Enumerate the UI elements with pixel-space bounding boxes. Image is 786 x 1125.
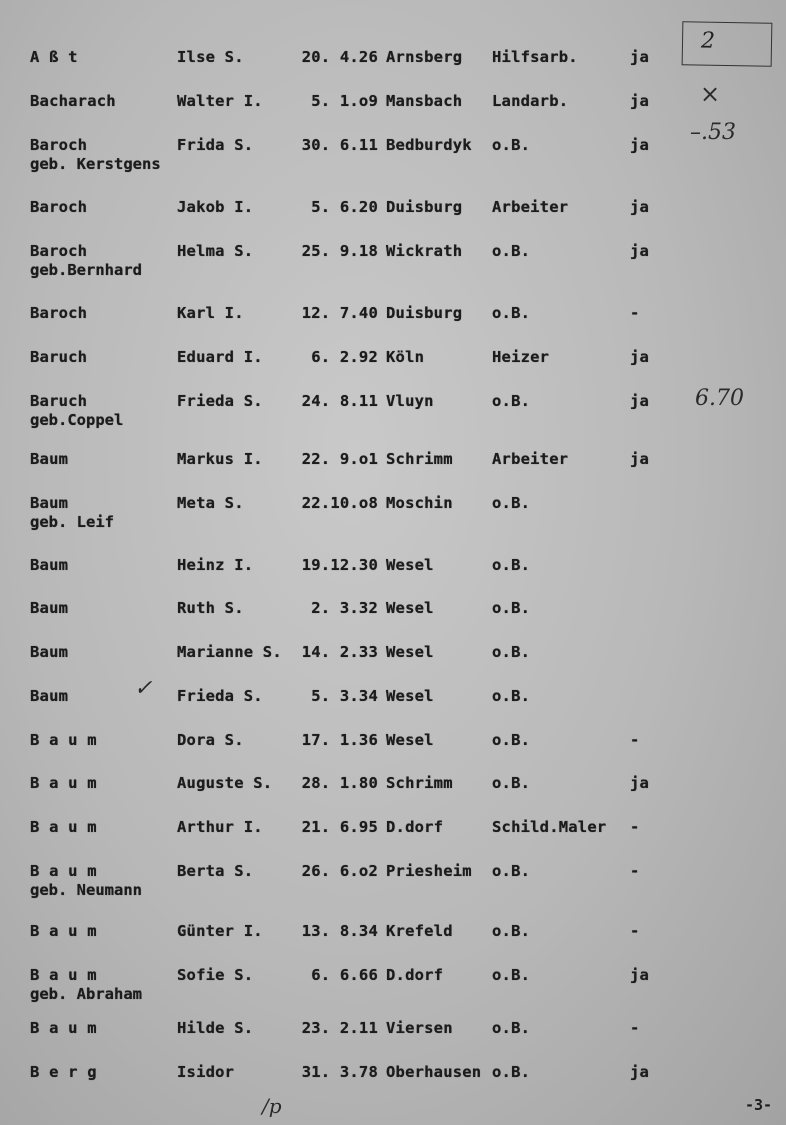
record-row <box>0 599 786 621</box>
status-mark: ja <box>630 774 650 792</box>
surname: Baroch <box>30 136 88 154</box>
surname: B a u m <box>30 922 97 940</box>
handwritten-note-670: 6.70 <box>695 386 744 411</box>
surname: Baum <box>30 687 69 705</box>
first-name: Walter I. <box>177 92 263 110</box>
birth-date: 20. 4.26 <box>301 48 378 66</box>
birth-place: Wesel <box>386 643 434 661</box>
record-row <box>0 92 786 114</box>
occupation: o.B. <box>492 731 531 749</box>
birth-place: Krefeld <box>386 922 453 940</box>
birth-date: 26. 6.o2 <box>301 862 378 880</box>
status-mark: ja <box>630 392 650 410</box>
status-mark: - <box>630 922 640 940</box>
birth-place: Wesel <box>386 731 434 749</box>
birth-place: Wesel <box>386 556 434 574</box>
record-row <box>0 392 786 429</box>
maiden-name: geb. Leif <box>30 513 114 531</box>
record-row <box>0 242 786 279</box>
occupation: Arbeiter <box>492 450 569 468</box>
first-name: Frieda S. <box>177 392 263 410</box>
box-number-text: 2 <box>700 28 716 54</box>
first-name: Isidor <box>177 1063 235 1081</box>
surname: Baum <box>30 643 69 661</box>
status-mark: ja <box>630 1063 650 1081</box>
status-mark: ja <box>630 242 650 260</box>
occupation: o.B. <box>492 1063 531 1081</box>
birth-place: Viersen <box>386 1019 453 1037</box>
occupation: o.B. <box>492 304 531 322</box>
record-row <box>0 450 786 472</box>
birth-place: Vluyn <box>386 392 434 410</box>
birth-date: 12. 7.40 <box>301 304 378 322</box>
occupation: o.B. <box>492 862 531 880</box>
occupation: o.B. <box>492 599 531 617</box>
birth-place: Wickrath <box>386 242 463 260</box>
birth-place: Bedburdyk <box>386 136 472 154</box>
record-row <box>0 731 786 753</box>
occupation: Arbeiter <box>492 198 569 216</box>
handwritten-bottom-mark: /p <box>262 1094 282 1118</box>
occupation: o.B. <box>492 494 531 512</box>
occupation: o.B. <box>492 556 531 574</box>
record-row <box>0 348 786 370</box>
occupation: o.B. <box>492 966 531 984</box>
record-row <box>0 494 786 531</box>
record-row <box>0 198 786 220</box>
occupation: o.B. <box>492 1019 531 1037</box>
record-row <box>0 966 786 1003</box>
first-name: Helma S. <box>177 242 254 260</box>
maiden-name: geb. Neumann <box>30 881 142 899</box>
maiden-name: geb. Kerstgens <box>30 155 161 173</box>
birth-place: Oberhausen <box>386 1063 482 1081</box>
record-row <box>0 774 786 796</box>
record-row <box>0 818 786 840</box>
birth-place: Schrimm <box>386 774 453 792</box>
first-name: Markus I. <box>177 450 263 468</box>
occupation: o.B. <box>492 242 531 260</box>
birth-date: 21. 6.95 <box>301 818 378 836</box>
birth-date: 31. 3.78 <box>301 1063 378 1081</box>
first-name: Ruth S. <box>177 599 244 617</box>
record-row <box>0 862 786 899</box>
birth-place: Wesel <box>386 599 434 617</box>
surname: B a u m <box>30 818 97 836</box>
birth-place: Moschin <box>386 494 453 512</box>
surname: A ß t <box>30 48 78 66</box>
birth-date: 5. 3.34 <box>311 687 378 705</box>
surname: Bacharach <box>30 92 116 110</box>
occupation: o.B. <box>492 392 531 410</box>
surname: Baum <box>30 450 69 468</box>
handwritten-x-mark: × <box>700 80 721 108</box>
birth-date: 6. 6.66 <box>311 966 378 984</box>
handwritten-note-53: –.53 <box>690 120 736 145</box>
birth-date: 23. 2.11 <box>301 1019 378 1037</box>
first-name: Günter I. <box>177 922 263 940</box>
first-name: Karl I. <box>177 304 244 322</box>
birth-place: Priesheim <box>386 862 472 880</box>
status-mark: ja <box>630 450 650 468</box>
birth-date: 14. 2.33 <box>301 643 378 661</box>
record-row <box>0 304 786 326</box>
birth-date: 30. 6.11 <box>301 136 378 154</box>
birth-date: 24. 8.11 <box>301 392 378 410</box>
occupation: Schild.Maler <box>492 818 607 836</box>
occupation: Landarb. <box>492 92 569 110</box>
first-name: Dora S. <box>177 731 244 749</box>
surname: Baroch <box>30 304 88 322</box>
birth-date: 5. 6.20 <box>311 198 378 216</box>
birth-place: D.dorf <box>386 818 444 836</box>
status-mark: - <box>630 731 640 749</box>
birth-place: D.dorf <box>386 966 444 984</box>
status-mark: ja <box>630 136 650 154</box>
record-row <box>0 1063 786 1085</box>
surname: Baruch <box>30 348 88 366</box>
birth-date: 17. 1.36 <box>301 731 378 749</box>
birth-place: Schrimm <box>386 450 453 468</box>
birth-date: 28. 1.80 <box>301 774 378 792</box>
status-mark: ja <box>630 198 650 216</box>
surname: B a u m <box>30 731 97 749</box>
surname: Baum <box>30 494 69 512</box>
birth-place: Mansbach <box>386 92 463 110</box>
record-row <box>0 687 786 709</box>
page-number: -3- <box>745 1096 773 1114</box>
record-row <box>0 48 786 70</box>
maiden-name: geb.Bernhard <box>30 261 142 279</box>
birth-place: Arnsberg <box>386 48 463 66</box>
surname: Baroch <box>30 242 88 260</box>
status-mark: - <box>630 818 640 836</box>
status-mark: - <box>630 862 640 880</box>
surname: B a u m <box>30 966 97 984</box>
first-name: Jakob I. <box>177 198 254 216</box>
occupation: o.B. <box>492 922 531 940</box>
birth-date: 13. 8.34 <box>301 922 378 940</box>
birth-place: Duisburg <box>386 198 463 216</box>
birth-place: Duisburg <box>386 304 463 322</box>
record-row <box>0 556 786 578</box>
first-name: Marianne S. <box>177 643 282 661</box>
first-name: Frida S. <box>177 136 254 154</box>
occupation: o.B. <box>492 643 531 661</box>
first-name: Meta S. <box>177 494 244 512</box>
occupation: Heizer <box>492 348 550 366</box>
record-row <box>0 1019 786 1041</box>
birth-date: 22. 9.o1 <box>301 450 378 468</box>
surname: Baum <box>30 556 69 574</box>
record-row <box>0 922 786 944</box>
maiden-name: geb.Coppel <box>30 411 124 429</box>
birth-date: 2. 3.32 <box>311 599 378 617</box>
occupation: o.B. <box>492 687 531 705</box>
surname: B a u m <box>30 774 97 792</box>
occupation: o.B. <box>492 774 531 792</box>
first-name: Ilse S. <box>177 48 244 66</box>
birth-date: 5. 1.o9 <box>311 92 378 110</box>
status-mark: ja <box>630 48 650 66</box>
handwritten-check-mark: ✓ <box>134 676 153 701</box>
status-mark: ja <box>630 348 650 366</box>
surname: B a u m <box>30 862 97 880</box>
status-mark: - <box>630 304 640 322</box>
surname: B a u m <box>30 1019 97 1037</box>
status-mark: ja <box>630 966 650 984</box>
occupation: Hilfsarb. <box>492 48 578 66</box>
birth-date: 22.10.o8 <box>301 494 378 512</box>
birth-date: 19.12.30 <box>301 556 378 574</box>
first-name: Heinz I. <box>177 556 254 574</box>
first-name: Arthur I. <box>177 818 263 836</box>
surname: B e r g <box>30 1063 97 1081</box>
birth-place: Köln <box>386 348 425 366</box>
birth-date: 25. 9.18 <box>301 242 378 260</box>
status-mark: - <box>630 1019 640 1037</box>
first-name: Hilde S. <box>177 1019 254 1037</box>
surname: Baum <box>30 599 69 617</box>
first-name: Frieda S. <box>177 687 263 705</box>
status-mark: ja <box>630 92 650 110</box>
first-name: Eduard I. <box>177 348 263 366</box>
record-row <box>0 136 786 173</box>
birth-date: 6. 2.92 <box>311 348 378 366</box>
first-name: Berta S. <box>177 862 254 880</box>
first-name: Auguste S. <box>177 774 273 792</box>
maiden-name: geb. Abraham <box>30 985 142 1003</box>
surname: Baroch <box>30 198 88 216</box>
first-name: Sofie S. <box>177 966 254 984</box>
birth-place: Wesel <box>386 687 434 705</box>
record-row <box>0 643 786 665</box>
occupation: o.B. <box>492 136 531 154</box>
surname: Baruch <box>30 392 88 410</box>
